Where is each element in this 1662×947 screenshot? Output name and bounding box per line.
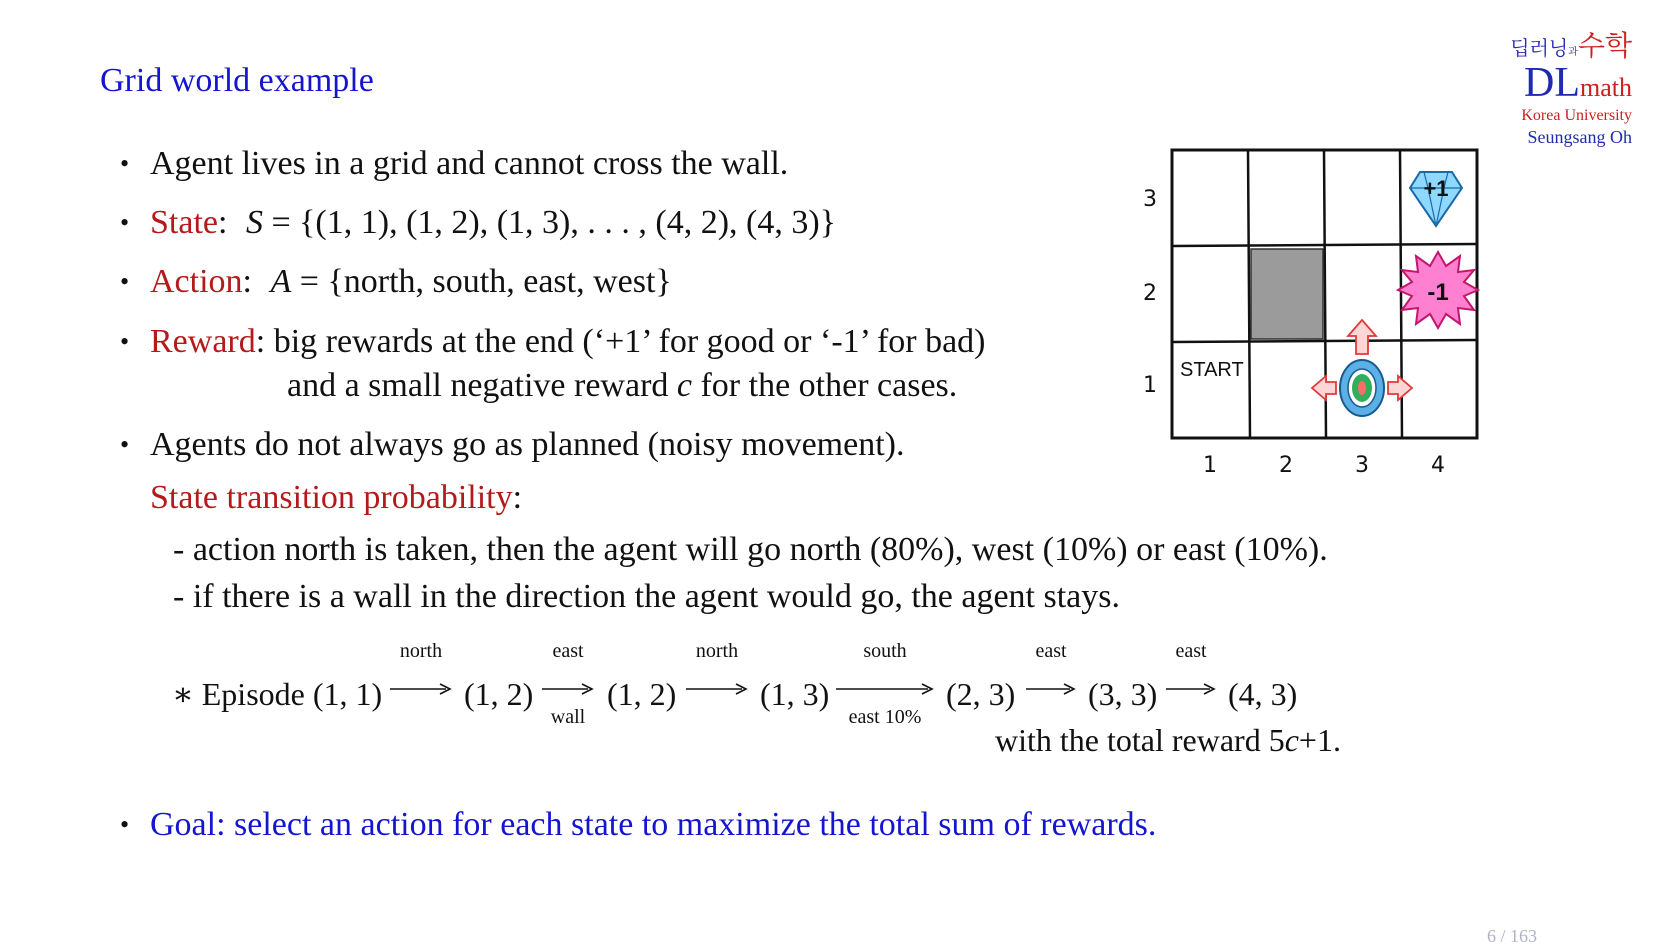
logo-dlmath [1482,60,1632,106]
col-label-3: 3 [1355,453,1369,478]
arrow-6-label: east [1175,640,1207,662]
action-label: Action [150,263,243,300]
transition-colon: : [512,479,523,516]
bullet-dot: • [120,208,130,237]
total-reward [995,722,1341,759]
grid-line [1172,244,1477,246]
arrow-1-label: north [399,640,443,662]
episode-state-7: (4, 3) [1228,676,1298,712]
episode-state-2: (1, 2) [464,676,534,712]
arrow-4-label: south [863,640,907,662]
east-arrow-icon [1388,376,1412,400]
episode-state-3: (1, 2) [607,676,677,712]
west-arrow-icon [1312,376,1336,400]
state-symbol: S [245,204,263,241]
noisy-text: Agents do not always go as planned (noisy movement). [150,426,905,463]
total-reward-post: +1. [1298,722,1341,758]
episode-arrow-2 [542,640,594,728]
col-label-1: 1 [1203,453,1217,478]
arrow-5-icon [1026,682,1076,696]
arrow-4-icon [836,682,934,696]
grid-world-svg [1130,140,1490,480]
state-colon: : [217,204,228,241]
bullet-dot: • [120,149,130,178]
goal-text: Goal: select an action for each state to maximize the total sum of rewards. [150,806,1157,843]
episode-arrow-5 [1026,640,1076,710]
page-number: 6 / 163 [1486,926,1537,946]
arrow-3-label: north [695,640,739,662]
bullet-dot: • [120,810,130,839]
episode-state-4: (1, 3) [760,676,830,712]
col-label-4: 4 [1431,453,1445,478]
bullet-agent [120,144,789,184]
logo [1482,29,1632,148]
transition-heading [150,478,522,518]
total-reward-symbol: c [1284,722,1299,758]
reward-symbol: c [676,367,692,404]
start-label: START [1180,359,1244,381]
action-colon: : [242,263,252,300]
action-symbol: A [270,263,292,300]
arrow-3-icon [686,682,748,696]
bullet-state [120,203,836,243]
logo-korean-right: 수학 [1577,29,1632,62]
state-set: = {(1, 1), (1, 2), (1, 3), . . . , (4, 2), (4, 3)} [262,204,836,241]
row-label-2: 2 [1143,281,1157,306]
slide-title: Grid world example [100,62,374,99]
episode-arrow-3 [686,640,748,710]
burst-icon [1398,252,1478,328]
grid-line [1172,340,1477,342]
arrow-1-icon [390,682,452,696]
arrow-4-sublabel: east 10% [848,706,922,728]
bullet-goal [120,805,1157,845]
row-label-3: 3 [1143,187,1157,212]
bullet-reward [120,322,986,362]
logo-university: Korea University [1521,107,1632,124]
episode-state-5: (2, 3) [946,676,1016,712]
logo-korean-left: 딥러닝 [1510,36,1569,60]
arrow-2-sublabel: wall [550,706,586,728]
row-label-1: 1 [1143,373,1157,398]
north-arrow-icon [1348,320,1376,354]
transition-sub2: - if there is a wall in the direction the agent would go, the agent stays. [173,578,1121,615]
transition-sub1: - action north is taken, then the agent will go north (80%), west (10%) or east (10%). [173,531,1328,568]
arrow-6-icon [1166,682,1216,696]
reward-line2-post: for the other cases. [691,367,958,404]
grid-world-figure [1130,140,1490,480]
diamond-icon [1410,172,1462,226]
episode-state-6: (3, 3) [1088,676,1158,712]
total-reward-pre: with the total reward 5 [995,722,1285,758]
grid-line [1248,150,1250,438]
reward-text: : big rewards at the end (‘+1’ for good or ‘-1’ for bad) [255,323,986,360]
reward-label: Reward [150,323,256,360]
logo-korean-mid: 과 [1568,47,1578,58]
col-label-2: 2 [1279,453,1293,478]
bullet-dot: • [120,430,130,459]
arrow-2-icon [542,682,594,696]
agent-icon [1340,360,1384,416]
logo-math: math [1580,73,1632,102]
logo-author: Seungsang Oh [1527,127,1632,147]
minus-reward-label: -1 [1427,279,1449,306]
logo-dl: DL [1524,60,1580,106]
arrow-2-label: east [552,640,584,662]
episode-arrow-4 [836,640,934,728]
arrow-5-label: east [1035,640,1067,662]
plus-reward-label: +1 [1423,176,1449,201]
bullet-dot: • [120,327,130,356]
transition-label: State transition probability [150,479,513,516]
wall-block [1251,249,1323,339]
reward-line2 [287,366,957,406]
bullet-action [120,262,672,302]
episode-arrow-1 [390,640,452,710]
episode-prefix: ∗ Episode (1, 1) [172,676,383,712]
bullet-dot: • [120,267,130,296]
action-set: = {north, south, east, west} [291,263,672,300]
state-label: State [150,204,218,241]
episode-sequence [172,640,1352,728]
episode-arrow-6 [1166,640,1216,710]
bullet-agent-text: Agent lives in a grid and cannot cross the wall. [150,145,789,182]
bullet-noisy [120,425,905,465]
reward-line2-pre: and a small negative reward [287,367,677,404]
